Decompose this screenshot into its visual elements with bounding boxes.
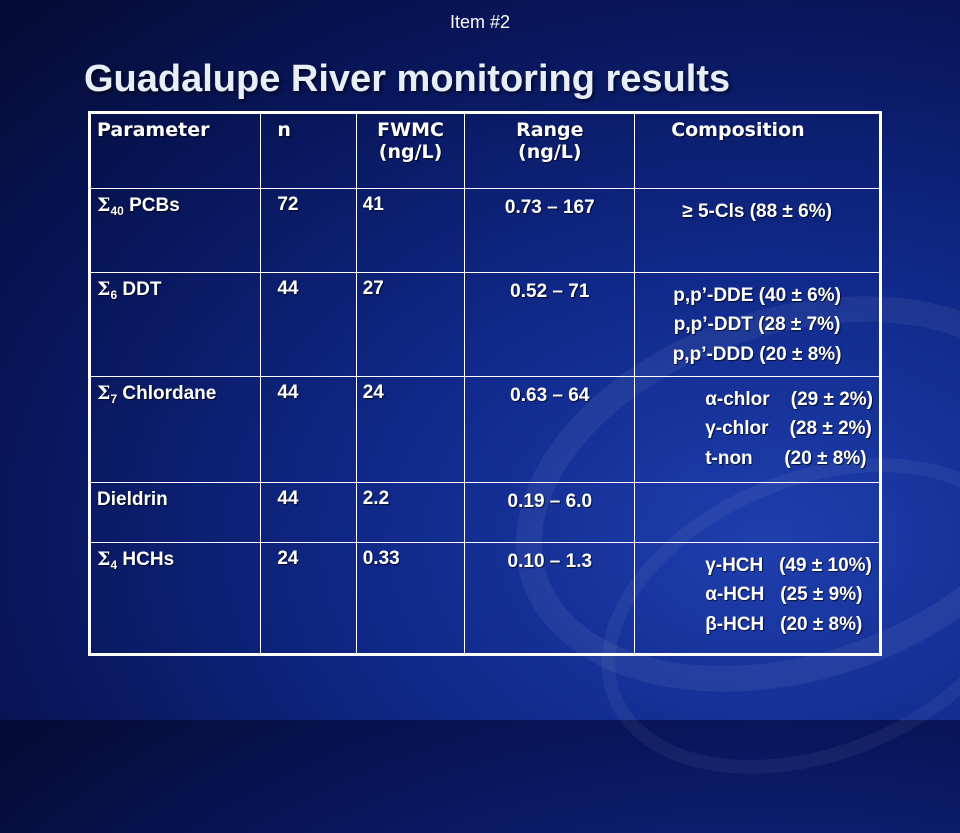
composition-cell xyxy=(635,189,881,273)
range-cell: 0.19 – 6.0 xyxy=(465,483,635,543)
header-range-unit: (ng/L) xyxy=(518,141,582,163)
sum-symbol: Σ xyxy=(97,548,111,570)
parameter-name: Dieldrin xyxy=(97,489,168,510)
header-range-label: Range xyxy=(516,119,584,141)
header-n-label: n xyxy=(277,119,291,141)
fwmc-cell: 27 xyxy=(356,273,465,377)
header-composition xyxy=(635,113,881,189)
sum-symbol: Σ xyxy=(97,278,111,300)
results-table xyxy=(88,111,882,656)
parameter-name: Chlordane xyxy=(122,383,217,404)
parameter-name: PCBs xyxy=(129,195,180,216)
composition-line: γ-HCH (49 ± 10%) xyxy=(705,555,872,576)
n-cell: 44 xyxy=(261,483,356,543)
subscript: 40 xyxy=(110,204,124,218)
header-n xyxy=(261,113,356,189)
composition-cell xyxy=(635,543,881,655)
parameter-name: HCHs xyxy=(122,549,175,570)
subscript: 7 xyxy=(110,392,118,406)
composition-line: β-HCH (20 ± 8%) xyxy=(705,613,863,635)
composition-cell xyxy=(635,483,881,543)
composition-line: p,p’-DDE (40 ± 6%) xyxy=(673,285,841,306)
composition-line: α-chlor (29 ± 2%) xyxy=(705,389,873,410)
slide-title: Guadalupe River monitoring results xyxy=(84,58,731,100)
fwmc-cell: 2.2 xyxy=(356,483,465,543)
parameter-cell xyxy=(90,483,261,543)
table-row xyxy=(90,483,881,543)
header-parameter xyxy=(90,113,261,189)
header-fwmc-label: FWMC xyxy=(377,119,444,141)
composition-line: γ-chlor (28 ± 2%) xyxy=(705,418,872,440)
n-cell: 72 xyxy=(261,189,356,273)
sum-symbol: Σ xyxy=(97,194,111,216)
fwmc-cell: 24 xyxy=(356,377,465,483)
parameter-cell xyxy=(90,273,261,377)
header-parameter-label: Parameter xyxy=(97,119,210,141)
composition-line: p,p’-DDT (28 ± 7%) xyxy=(673,314,841,336)
table-row xyxy=(90,543,881,655)
fwmc-cell: 0.33 xyxy=(356,543,465,655)
n-cell: 44 xyxy=(261,377,356,483)
parameter-name: DDT xyxy=(122,279,162,300)
table-row xyxy=(90,377,881,483)
header-fwmc-unit: (ng/L) xyxy=(378,141,443,163)
range-cell: 0.52 – 71 xyxy=(465,273,635,377)
composition-cell xyxy=(635,273,881,377)
table-row xyxy=(90,273,881,377)
composition-line: α-HCH (25 ± 9%) xyxy=(705,584,863,606)
subscript: 6 xyxy=(110,288,118,302)
parameter-cell xyxy=(90,377,261,483)
composition-line: ≥ 5-Cls (88 ± 6%) xyxy=(682,201,832,222)
fwmc-cell: 41 xyxy=(356,189,465,273)
range-cell: 0.10 – 1.3 xyxy=(465,543,635,655)
parameter-cell xyxy=(90,189,261,273)
subscript: 4 xyxy=(110,558,118,572)
sum-symbol: Σ xyxy=(97,382,111,404)
composition-cell xyxy=(635,377,881,483)
composition-line: p,p’-DDD (20 ± 8%) xyxy=(672,343,842,365)
n-cell: 24 xyxy=(261,543,356,655)
item-tag: Item #2 xyxy=(449,12,511,32)
header-fwmc xyxy=(356,113,465,189)
composition-line: t-non (20 ± 8%) xyxy=(705,447,867,469)
table-row xyxy=(90,189,881,273)
range-cell: 0.63 – 64 xyxy=(465,377,635,483)
range-cell: 0.73 – 167 xyxy=(465,189,635,273)
table-header-row xyxy=(90,113,881,189)
header-composition-label: Composition xyxy=(671,119,805,141)
n-cell: 44 xyxy=(261,273,356,377)
header-range xyxy=(465,113,635,189)
parameter-cell xyxy=(90,543,261,655)
